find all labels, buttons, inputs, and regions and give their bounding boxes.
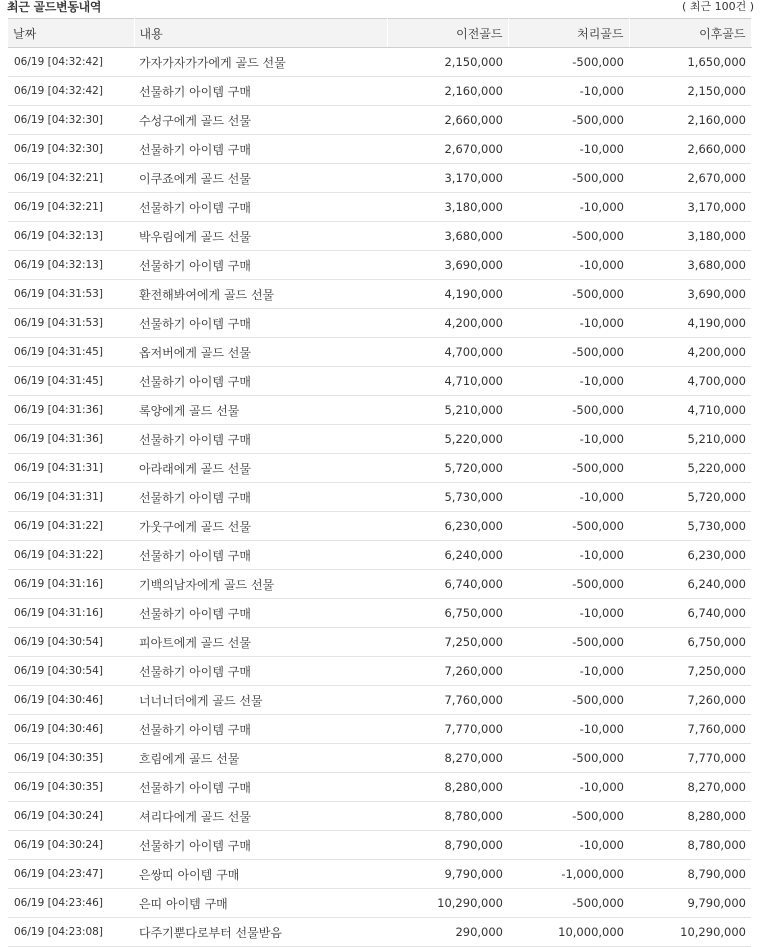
transaction-date: 06/19 [04:30:24]: [8, 831, 134, 860]
processed-gold: -500,000: [508, 106, 629, 135]
previous-gold: 3,170,000: [387, 164, 508, 193]
previous-gold: 6,240,000: [387, 541, 508, 570]
transaction-description: 선물하기 아이템 구매: [134, 193, 387, 222]
resulting-gold: 7,760,000: [629, 715, 751, 744]
processed-gold: -10,000: [508, 77, 629, 106]
table-row: [8, 860, 751, 889]
resulting-gold: 6,240,000: [629, 570, 751, 599]
transaction-date: 06/19 [04:31:53]: [8, 309, 134, 338]
transaction-description: 아라래에게 골드 선물: [134, 454, 387, 483]
table-row: [8, 918, 751, 947]
processed-gold: -500,000: [508, 280, 629, 309]
transaction-description: 선물하기 아이템 구매: [134, 541, 387, 570]
table-row: [8, 425, 751, 454]
processed-gold: -500,000: [508, 686, 629, 715]
table-row: [8, 773, 751, 802]
record-count-note: ( 최근 100건 ): [682, 0, 754, 13]
previous-gold: 3,690,000: [387, 251, 508, 280]
table-row: [8, 831, 751, 860]
transaction-date: 06/19 [04:31:31]: [8, 483, 134, 512]
resulting-gold: 5,730,000: [629, 512, 751, 541]
previous-gold: 7,250,000: [387, 628, 508, 657]
gold-history-table: [8, 18, 752, 947]
processed-gold: -10,000: [508, 773, 629, 802]
previous-gold: 2,160,000: [387, 77, 508, 106]
table-row: [8, 599, 751, 628]
transaction-date: 06/19 [04:32:13]: [8, 222, 134, 251]
transaction-description: 셔리다에게 골드 선물: [134, 802, 387, 831]
resulting-gold: 2,160,000: [629, 106, 751, 135]
resulting-gold: 4,200,000: [629, 338, 751, 367]
transaction-description: 선물하기 아이템 구매: [134, 251, 387, 280]
transaction-description: 선물하기 아이템 구매: [134, 309, 387, 338]
processed-gold: -10,000: [508, 657, 629, 686]
transaction-description: 기백의남자에게 골드 선물: [134, 570, 387, 599]
transaction-date: 06/19 [04:23:46]: [8, 889, 134, 918]
transaction-description: 선물하기 아이템 구매: [134, 715, 387, 744]
previous-gold: 6,750,000: [387, 599, 508, 628]
resulting-gold: 3,690,000: [629, 280, 751, 309]
transaction-description: 선물하기 아이템 구매: [134, 77, 387, 106]
resulting-gold: 8,780,000: [629, 831, 751, 860]
transaction-description: 가자가자가가에게 골드 선물: [134, 48, 387, 77]
previous-gold: 5,220,000: [387, 425, 508, 454]
column-header-description: 내용: [134, 19, 387, 48]
resulting-gold: 1,650,000: [629, 48, 751, 77]
resulting-gold: 9,790,000: [629, 889, 751, 918]
processed-gold: -500,000: [508, 454, 629, 483]
transaction-description: 선물하기 아이템 구매: [134, 483, 387, 512]
table-row: [8, 454, 751, 483]
table-row: [8, 889, 751, 918]
transaction-description: 선물하기 아이템 구매: [134, 831, 387, 860]
transaction-date: 06/19 [04:30:46]: [8, 686, 134, 715]
transaction-date: 06/19 [04:32:21]: [8, 164, 134, 193]
transaction-date: 06/19 [04:30:24]: [8, 802, 134, 831]
transaction-date: 06/19 [04:32:21]: [8, 193, 134, 222]
resulting-gold: 2,150,000: [629, 77, 751, 106]
transaction-date: 06/19 [04:32:30]: [8, 135, 134, 164]
table-row: [8, 512, 751, 541]
previous-gold: 4,710,000: [387, 367, 508, 396]
table-row: [8, 396, 751, 425]
transaction-date: 06/19 [04:31:22]: [8, 541, 134, 570]
column-header-resulting-gold: 이후골드: [629, 19, 751, 48]
transaction-description: 가웃구에게 골드 선물: [134, 512, 387, 541]
previous-gold: 7,770,000: [387, 715, 508, 744]
processed-gold: -10,000: [508, 251, 629, 280]
table-row: [8, 628, 751, 657]
previous-gold: 8,790,000: [387, 831, 508, 860]
column-header-date: 날짜: [8, 19, 134, 48]
previous-gold: 6,740,000: [387, 570, 508, 599]
table-row: [8, 657, 751, 686]
table-body: [8, 48, 751, 947]
transaction-date: 06/19 [04:30:35]: [8, 744, 134, 773]
transaction-date: 06/19 [04:30:54]: [8, 628, 134, 657]
transaction-description: 록양에게 골드 선물: [134, 396, 387, 425]
resulting-gold: 4,710,000: [629, 396, 751, 425]
transaction-date: 06/19 [04:31:22]: [8, 512, 134, 541]
previous-gold: 4,200,000: [387, 309, 508, 338]
processed-gold: -10,000: [508, 715, 629, 744]
transaction-date: 06/19 [04:32:42]: [8, 48, 134, 77]
transaction-description: 너너너더에게 골드 선물: [134, 686, 387, 715]
resulting-gold: 8,270,000: [629, 773, 751, 802]
resulting-gold: 5,720,000: [629, 483, 751, 512]
resulting-gold: 6,740,000: [629, 599, 751, 628]
transaction-date: 06/19 [04:31:53]: [8, 280, 134, 309]
resulting-gold: 7,260,000: [629, 686, 751, 715]
previous-gold: 5,210,000: [387, 396, 508, 425]
previous-gold: 5,730,000: [387, 483, 508, 512]
processed-gold: -500,000: [508, 802, 629, 831]
resulting-gold: 7,770,000: [629, 744, 751, 773]
table-row: [8, 744, 751, 773]
previous-gold: 7,260,000: [387, 657, 508, 686]
resulting-gold: 6,230,000: [629, 541, 751, 570]
transaction-description: 이쿠죠에게 골드 선물: [134, 164, 387, 193]
transaction-date: 06/19 [04:31:16]: [8, 599, 134, 628]
resulting-gold: 4,190,000: [629, 309, 751, 338]
resulting-gold: 4,700,000: [629, 367, 751, 396]
transaction-description: 수성구에게 골드 선물: [134, 106, 387, 135]
processed-gold: -500,000: [508, 396, 629, 425]
previous-gold: 290,000: [387, 918, 508, 947]
table-row: [8, 77, 751, 106]
processed-gold: -500,000: [508, 48, 629, 77]
processed-gold: -10,000: [508, 831, 629, 860]
table-row: [8, 193, 751, 222]
page-title: 최근 골드변동내역: [7, 0, 102, 14]
table-row: [8, 338, 751, 367]
transaction-description: 선물하기 아이템 구매: [134, 367, 387, 396]
transaction-description: 선물하기 아이템 구매: [134, 657, 387, 686]
transaction-date: 06/19 [04:31:45]: [8, 338, 134, 367]
transaction-date: 06/19 [04:23:08]: [8, 918, 134, 947]
table-row: [8, 106, 751, 135]
transaction-description: 은띠 아이템 구매: [134, 889, 387, 918]
table-row: [8, 222, 751, 251]
transaction-date: 06/19 [04:32:42]: [8, 77, 134, 106]
column-header-previous-gold: 이전골드: [387, 19, 508, 48]
processed-gold: -500,000: [508, 570, 629, 599]
previous-gold: 3,680,000: [387, 222, 508, 251]
transaction-date: 06/19 [04:31:31]: [8, 454, 134, 483]
previous-gold: 6,230,000: [387, 512, 508, 541]
table-row: [8, 483, 751, 512]
resulting-gold: 3,680,000: [629, 251, 751, 280]
transaction-date: 06/19 [04:30:54]: [8, 657, 134, 686]
table-row: [8, 802, 751, 831]
transaction-date: 06/19 [04:30:46]: [8, 715, 134, 744]
previous-gold: 5,720,000: [387, 454, 508, 483]
resulting-gold: 7,250,000: [629, 657, 751, 686]
transaction-description: 흐림에게 골드 선물: [134, 744, 387, 773]
table-row: [8, 164, 751, 193]
table-row: [8, 715, 751, 744]
transaction-date: 06/19 [04:31:45]: [8, 367, 134, 396]
resulting-gold: 5,220,000: [629, 454, 751, 483]
transaction-date: 06/19 [04:30:35]: [8, 773, 134, 802]
previous-gold: 8,270,000: [387, 744, 508, 773]
processed-gold: -10,000: [508, 599, 629, 628]
resulting-gold: 2,670,000: [629, 164, 751, 193]
previous-gold: 4,700,000: [387, 338, 508, 367]
processed-gold: -1,000,000: [508, 860, 629, 889]
processed-gold: -500,000: [508, 164, 629, 193]
transaction-description: 환전해봐여에게 골드 선물: [134, 280, 387, 309]
column-header-processed-gold: 처리골드: [508, 19, 629, 48]
transaction-description: 선물하기 아이템 구매: [134, 599, 387, 628]
transaction-date: 06/19 [04:31:16]: [8, 570, 134, 599]
processed-gold: -10,000: [508, 135, 629, 164]
previous-gold: 9,790,000: [387, 860, 508, 889]
previous-gold: 7,760,000: [387, 686, 508, 715]
resulting-gold: 6,750,000: [629, 628, 751, 657]
processed-gold: -10,000: [508, 309, 629, 338]
transaction-date: 06/19 [04:23:47]: [8, 860, 134, 889]
processed-gold: -500,000: [508, 744, 629, 773]
table-row: [8, 367, 751, 396]
transaction-date: 06/19 [04:31:36]: [8, 425, 134, 454]
previous-gold: 2,660,000: [387, 106, 508, 135]
processed-gold: -500,000: [508, 889, 629, 918]
transaction-description: 선물하기 아이템 구매: [134, 135, 387, 164]
resulting-gold: 5,210,000: [629, 425, 751, 454]
processed-gold: -500,000: [508, 222, 629, 251]
resulting-gold: 3,170,000: [629, 193, 751, 222]
previous-gold: 8,280,000: [387, 773, 508, 802]
transaction-description: 옵저버에게 골드 선물: [134, 338, 387, 367]
gold-history-table-wrapper: [8, 18, 751, 947]
transaction-description: 은쌍띠 아이템 구매: [134, 860, 387, 889]
header-bar: [0, 0, 762, 16]
table-row: [8, 570, 751, 599]
resulting-gold: 2,660,000: [629, 135, 751, 164]
table-row: [8, 686, 751, 715]
transaction-description: 피아트에게 골드 선물: [134, 628, 387, 657]
transaction-description: 다주기뿐다로부터 선물받음: [134, 918, 387, 947]
previous-gold: 2,670,000: [387, 135, 508, 164]
previous-gold: 10,290,000: [387, 889, 508, 918]
processed-gold: 10,000,000: [508, 918, 629, 947]
table-row: [8, 309, 751, 338]
table-header-row: [8, 19, 751, 48]
processed-gold: -500,000: [508, 512, 629, 541]
table-row: [8, 135, 751, 164]
resulting-gold: 8,790,000: [629, 860, 751, 889]
previous-gold: 3,180,000: [387, 193, 508, 222]
table-row: [8, 280, 751, 309]
processed-gold: -500,000: [508, 338, 629, 367]
processed-gold: -10,000: [508, 541, 629, 570]
processed-gold: -10,000: [508, 425, 629, 454]
resulting-gold: 10,290,000: [629, 918, 751, 947]
transaction-description: 선물하기 아이템 구매: [134, 773, 387, 802]
processed-gold: -10,000: [508, 193, 629, 222]
resulting-gold: 8,280,000: [629, 802, 751, 831]
previous-gold: 8,780,000: [387, 802, 508, 831]
transaction-description: 박우림에게 골드 선물: [134, 222, 387, 251]
table-row: [8, 251, 751, 280]
processed-gold: -500,000: [508, 628, 629, 657]
transaction-date: 06/19 [04:31:36]: [8, 396, 134, 425]
transaction-date: 06/19 [04:32:13]: [8, 251, 134, 280]
table-row: [8, 541, 751, 570]
processed-gold: -10,000: [508, 367, 629, 396]
transaction-date: 06/19 [04:32:30]: [8, 106, 134, 135]
processed-gold: -10,000: [508, 483, 629, 512]
resulting-gold: 3,180,000: [629, 222, 751, 251]
table-row: [8, 48, 751, 77]
transaction-description: 선물하기 아이템 구매: [134, 425, 387, 454]
previous-gold: 2,150,000: [387, 48, 508, 77]
previous-gold: 4,190,000: [387, 280, 508, 309]
